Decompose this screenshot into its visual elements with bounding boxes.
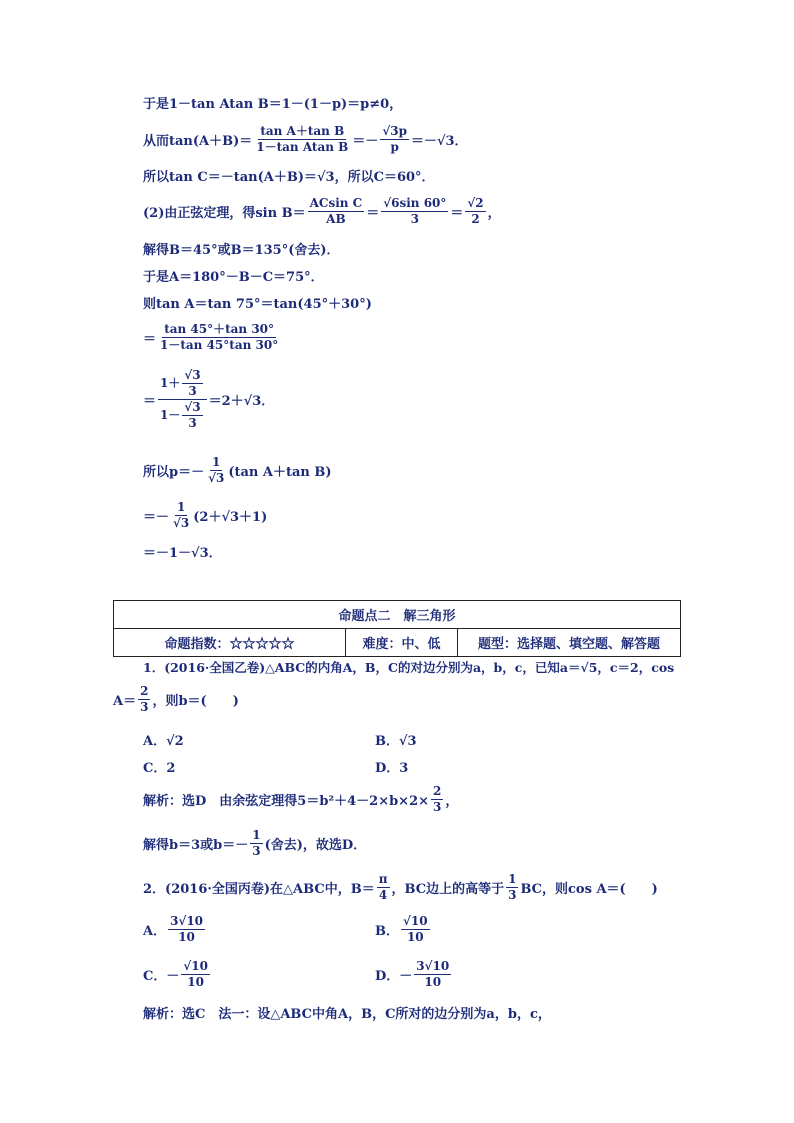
- denominator: 3: [188, 384, 197, 398]
- denominator: 4: [378, 888, 388, 902]
- fraction: [380, 124, 409, 155]
- solution-line-4: [143, 196, 501, 227]
- numerator: 2: [433, 784, 442, 798]
- numerator: 2: [140, 684, 149, 698]
- fraction: [414, 959, 451, 990]
- denominator: 3: [188, 416, 197, 430]
- numerator: 1: [508, 872, 517, 886]
- text: ＝: [366, 206, 380, 221]
- text: 1－: [160, 408, 181, 422]
- text: 解得b＝3或b＝－: [143, 838, 249, 853]
- q1-option-c[interactable]: [143, 757, 175, 776]
- topic-title: 命题点二 解三角形: [114, 601, 681, 629]
- text: 所以p＝－: [143, 465, 205, 480]
- denominator: 3: [410, 212, 419, 226]
- fraction: [158, 322, 280, 353]
- solution-line-5: 解得B＝45°或B＝135°(舍去)．: [143, 243, 340, 258]
- denominator: [158, 400, 207, 431]
- denominator: 10: [424, 975, 442, 989]
- text: ＝2＋√3．: [208, 394, 275, 409]
- denominator: 10: [187, 975, 204, 989]
- numerator: √3: [184, 368, 201, 382]
- text: ，: [445, 794, 459, 809]
- solution-line-10: [143, 455, 332, 486]
- numerator: √2: [467, 196, 484, 210]
- fraction: [206, 455, 226, 486]
- numerator: [158, 368, 207, 400]
- denominator: AB: [326, 212, 346, 226]
- q2-stem: [143, 872, 658, 903]
- text: (tan A＋tan B): [228, 465, 332, 480]
- text: ，则b＝( ): [152, 694, 239, 709]
- text: (2)由正弦定理，得sin B＝: [143, 206, 306, 221]
- fraction: [138, 684, 150, 715]
- q1-stem-continued: [113, 684, 239, 715]
- fraction: [401, 914, 430, 945]
- solution-line-6: 于是A＝180°－B－C＝75°．: [143, 270, 324, 285]
- text: ＝－: [352, 134, 379, 149]
- numerator: √3: [184, 400, 201, 414]
- topic-table: [113, 600, 681, 657]
- denominator: 3: [140, 700, 149, 714]
- text: ＝－√3．: [410, 134, 468, 149]
- denominator: 3: [508, 888, 517, 902]
- q2-answer: 解析：选C 法一：设△ABC中角A，B，C所对的边分别为a，b，c，: [143, 1007, 551, 1022]
- option-label: C．2: [143, 761, 176, 776]
- topic-difficulty: 难度：中、低: [346, 629, 458, 657]
- fraction: [254, 124, 350, 155]
- solution-line-1: 于是1－tan Atan B＝1－(1－p)＝p≠0，: [143, 97, 403, 112]
- text: ，BC边上的高等于: [391, 882, 505, 897]
- fraction: [308, 196, 365, 227]
- numerator: √6sin 60°: [383, 196, 447, 210]
- fraction: [171, 500, 191, 531]
- fraction: [381, 196, 448, 227]
- text: 解析：选D 由余弦定理得5＝b²＋4－2×b×2×: [143, 794, 430, 809]
- text: ＝: [143, 332, 157, 347]
- denominator: 3: [433, 800, 442, 814]
- denominator: √3: [173, 516, 190, 530]
- solution-line-2: [143, 124, 468, 155]
- text: ，: [487, 206, 501, 221]
- numerator: 3√10: [170, 914, 204, 928]
- solution-line-7: 则tan A＝tan 75°＝tan(45°＋30°): [143, 297, 372, 312]
- text: 2．(2016·全国丙卷)在△ABC中，B＝: [143, 882, 375, 897]
- text: 1＋: [160, 376, 181, 390]
- text: (2＋√3＋1): [193, 510, 268, 525]
- q2-option-b[interactable]: [375, 914, 432, 945]
- fraction: [182, 400, 202, 431]
- numerator: ACsin C: [309, 196, 363, 210]
- option-label: B．√3: [375, 734, 417, 749]
- numerator: 1: [252, 828, 261, 842]
- q1-stem: 1．(2016·全国乙卷)△ABC的内角A，B，C的对边分别为a，b，c，已知a＝√5，c＝2，cos: [143, 660, 675, 675]
- q1-answer: [143, 784, 458, 815]
- text: A＝: [113, 694, 137, 709]
- denominator: p: [390, 140, 399, 154]
- q2-option-d[interactable]: [375, 959, 453, 990]
- solution-line-9: [143, 368, 274, 431]
- numerator: π: [378, 872, 388, 886]
- option-letter: B．: [375, 924, 399, 939]
- q1-option-b[interactable]: [375, 730, 417, 749]
- text: (舍去)，故选D．: [264, 838, 367, 853]
- numerator: √10: [403, 914, 428, 928]
- option-letter: D．－: [375, 969, 413, 984]
- option-label: D．3: [375, 761, 409, 776]
- q1-answer-continued: [143, 828, 366, 859]
- q2-option-a[interactable]: [143, 914, 207, 945]
- denominator: √3: [208, 471, 225, 485]
- text: ＝: [143, 394, 157, 409]
- fraction: [182, 368, 202, 399]
- solution-line-3: 所以tan C＝－tan(A＋B)＝√3，所以C＝60°．: [143, 170, 435, 185]
- compound-fraction: [158, 368, 207, 431]
- solution-line-11: [143, 500, 267, 531]
- fraction: [377, 872, 390, 903]
- numerator: tan 45°＋tan 30°: [164, 322, 275, 336]
- fraction: [506, 872, 518, 903]
- option-letter: C．－: [143, 969, 180, 984]
- text: ＝: [450, 206, 464, 221]
- numerator: 3√10: [416, 959, 450, 973]
- denominator: 3: [252, 844, 261, 858]
- option-letter: A．: [143, 924, 167, 939]
- numerator: tan A＋tan B: [260, 124, 345, 138]
- solution-line-12: ＝－1－√3．: [143, 546, 222, 561]
- numerator: √10: [183, 959, 208, 973]
- numerator: 1: [176, 500, 186, 514]
- denominator: 1－tan Atan B: [256, 140, 349, 154]
- text: 从而tan(A＋B)＝: [143, 134, 253, 149]
- numerator: 1: [212, 455, 221, 469]
- fraction: [181, 959, 210, 990]
- option-label: A．√2: [143, 734, 184, 749]
- q1-option-a[interactable]: [143, 730, 184, 749]
- numerator: √3p: [382, 124, 407, 138]
- denominator: 2: [471, 212, 480, 226]
- text: BC，则cos A＝( ): [520, 882, 658, 897]
- topic-types: 题型：选择题、填空题、解答题: [458, 629, 681, 657]
- fraction: [465, 196, 485, 227]
- fraction: [168, 914, 205, 945]
- solution-line-8: [143, 322, 282, 353]
- q1-option-d[interactable]: [375, 757, 408, 776]
- q2-option-c[interactable]: [143, 959, 212, 990]
- text: ＝－: [143, 510, 170, 525]
- denominator: 10: [178, 930, 195, 944]
- fraction: [250, 828, 262, 859]
- denominator: 1－tan 45°tan 30°: [160, 338, 279, 352]
- denominator: 10: [406, 930, 424, 944]
- fraction: [431, 784, 443, 815]
- topic-index: 命题指数：☆☆☆☆☆: [114, 629, 346, 657]
